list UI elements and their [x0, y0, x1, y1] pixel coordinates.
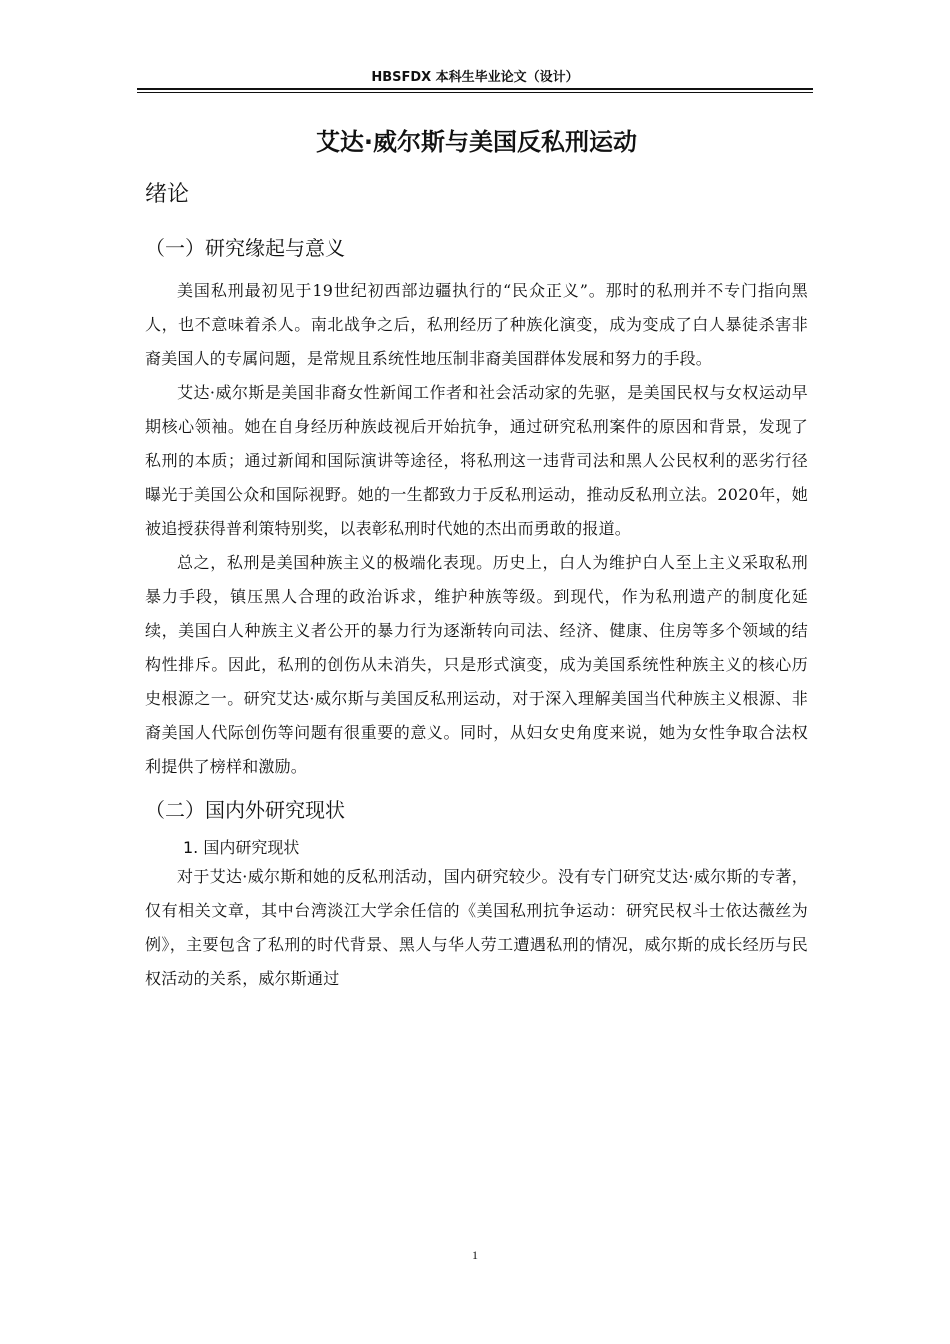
page-number: 1 — [472, 1248, 478, 1262]
section-heading-intro: 绪论 — [145, 182, 190, 207]
paragraph: 对于艾达·威尔斯和她的反私刑活动，国内研究较少。没有专门研究艾达·威尔斯的专著，仅有相关文章，其中台湾淡江大学余任信的《美国私刑抗争运动：研究民权斗士依达薇丝为例》，主要包含了私刑的时代背景、黑人与华人劳工遭遇私刑的情况，威尔斯的成长经历与民权活动的关系，威尔斯通过 — [145, 867, 808, 988]
paragraph: 美国私刑最初见于19世纪初西部边疆执行的“民众正义”。那时的私刑并不专门指向黑人，也不意味着杀人。南北战争之后，私刑经历了种族化演变，成为变成了白人暴徒杀害非裔美国人的专属问题，是常规且系统性地压制非裔美国群体发展和努力的手段。 — [145, 281, 808, 368]
paper-title: 艾达·威尔斯与美国反私刑运动 — [315, 128, 638, 156]
header-rule-thin — [137, 92, 813, 93]
subsection-heading-2: （二）国内外研究现状 — [145, 798, 345, 822]
document-body — [145, 124, 808, 996]
header-rule-thick — [137, 88, 813, 90]
paragraph: 总之，私刑是美国种族主义的极端化表现。历史上，白人为维护白人至上主义采取私刑暴力手段，镇压黑人合理的政治诉求，维护种族等级。到现代，作为私刑遗产的制度化延续，美国白人种族主义者公开的暴力行为逐渐转向司法、经济、健康、住房等多个领域的结构性排斥。因此，私刑的创伤从未消失，只是形式演变，成为美国系统性种族主义的核心历史根源之一。研究艾达·威尔斯与美国反私刑运动，对于深入理解美国当代种族主义根源、非裔美国人代际创伤等问题有很重要的意义。同时，从妇女史角度来说，她为女性争取合法权利提供了榜样和激励。 — [145, 553, 808, 776]
paragraph: 艾达·威尔斯是美国非裔女性新闻工作者和社会活动家的先驱，是美国民权与女权运动早期核心领袖。她在自身经历种族歧视后开始抗争，通过研究私刑案件的原因和背景，发现了私刑的本质；通过新闻和国际演讲等途径，将私刑这一违背司法和黑人公民权利的恶劣行径曝光于美国公众和国际视野。她的一生都致力于反私刑运动，推动反私刑立法。2020年，她被追授获得普利策特别奖，以表彰私刑时代她的杰出而勇敢的报道。 — [145, 383, 808, 538]
page-header: HBSFDX 本科生毕业论文（设计） — [371, 70, 579, 85]
sub-subsection-heading: 1. 国内研究现状 — [183, 838, 300, 857]
subsection-heading-1: （一）研究缘起与意义 — [145, 236, 345, 260]
